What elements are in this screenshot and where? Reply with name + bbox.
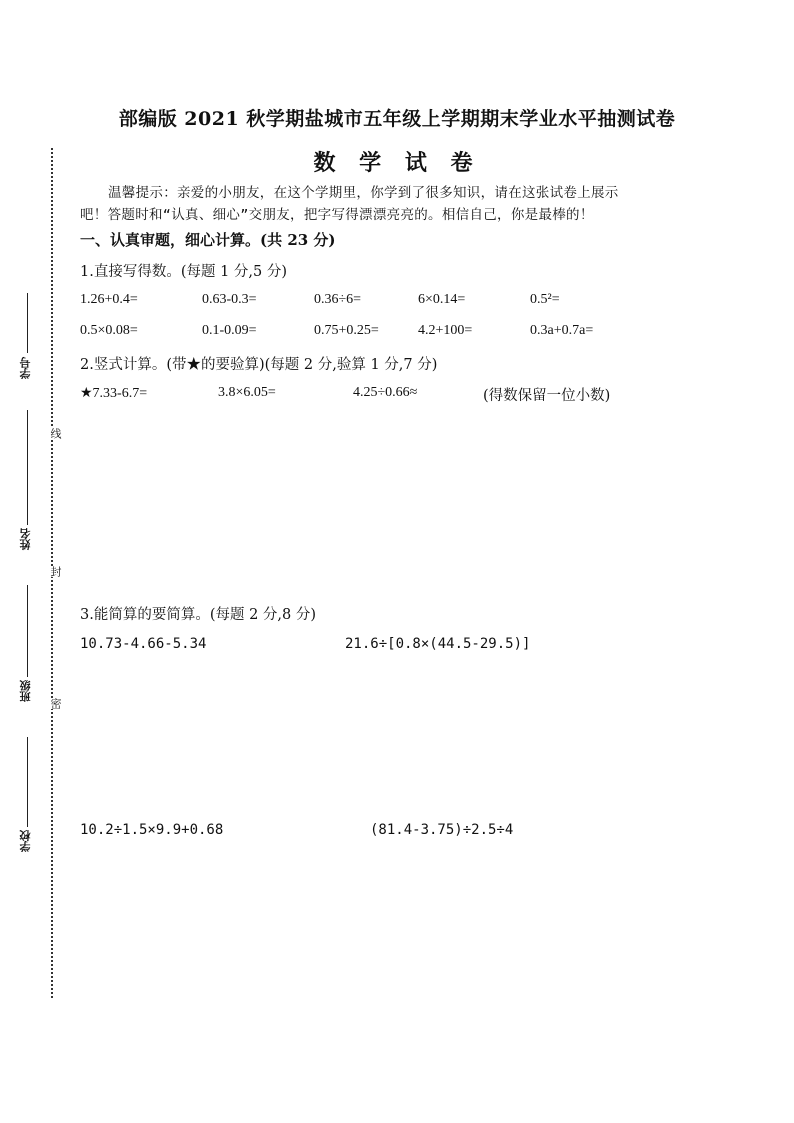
class-line[interactable] <box>27 585 28 677</box>
exam-title: 部编版 2021 秋学期盐城市五年级上学期期末学业水平抽测试卷 <box>118 108 676 130</box>
q1-item: 0.1-0.09= <box>202 323 257 338</box>
q1-item: 0.5×0.08= <box>80 323 138 338</box>
q1-item: 0.36÷6= <box>314 292 362 307</box>
q1-item: 1.26+0.4= <box>80 292 138 307</box>
q2-rounding-note: (得数保留一位小数) <box>483 388 611 404</box>
q3-item: 10.73-4.66-5.34 <box>80 636 207 652</box>
q3-item: (81.4-3.75)÷2.5÷4 <box>370 822 514 838</box>
q1-item: 0.5²= <box>530 292 560 307</box>
student-number-line[interactable] <box>27 293 28 353</box>
student-number-label: 学号 <box>19 357 32 379</box>
q1-item: 0.3a+0.7a= <box>530 323 594 338</box>
binding-mark-secret: 密 <box>49 698 62 709</box>
section-1-heading: 一、认真审题，细心计算。(共 23 分) <box>80 231 336 249</box>
q2-item: 3.8×6.05= <box>218 385 276 400</box>
binding-mark-seal: 封 <box>49 566 62 577</box>
binding-mark-line: 线 <box>49 428 62 439</box>
question-3-label: 3.能简算的要简算。(每题 2 分,8 分) <box>80 607 317 623</box>
q3-item: 21.6÷[0.8×(44.5-29.5)] <box>345 636 531 652</box>
q1-item: 6×0.14= <box>418 292 466 307</box>
question-1-label: 1.直接写得数。(每题 1 分,5 分) <box>80 264 288 280</box>
q1-item: 0.63-0.3= <box>202 292 257 307</box>
exam-subtitle: 数 学 试 卷 <box>313 150 481 176</box>
q3-item: 10.2÷1.5×9.9+0.68 <box>80 822 224 838</box>
q1-item: 4.2+100= <box>418 323 473 338</box>
tip-line-2: 吧！答题时和“认真、细心”交朋友，把字写得漂漂亮亮的。相信自己，你是最棒的！ <box>80 207 594 223</box>
class-label: 班级 <box>19 680 32 702</box>
school-line[interactable] <box>27 737 28 827</box>
question-2-label: 2.竖式计算。(带★的要验算)(每题 2 分,验算 1 分,7 分) <box>80 357 438 373</box>
tip-line-1: 温馨提示：亲爱的小朋友，在这个学期里，你学到了很多知识，请在这张试卷上展示 <box>108 185 619 201</box>
student-name-label: 姓名 <box>19 528 32 550</box>
q2-item: 4.25÷0.66≈ <box>353 385 418 400</box>
q1-item: 0.75+0.25= <box>314 323 379 338</box>
student-name-line[interactable] <box>27 410 28 525</box>
school-label: 学校 <box>19 830 32 852</box>
q2-item: ★7.33-6.7= <box>80 386 148 401</box>
